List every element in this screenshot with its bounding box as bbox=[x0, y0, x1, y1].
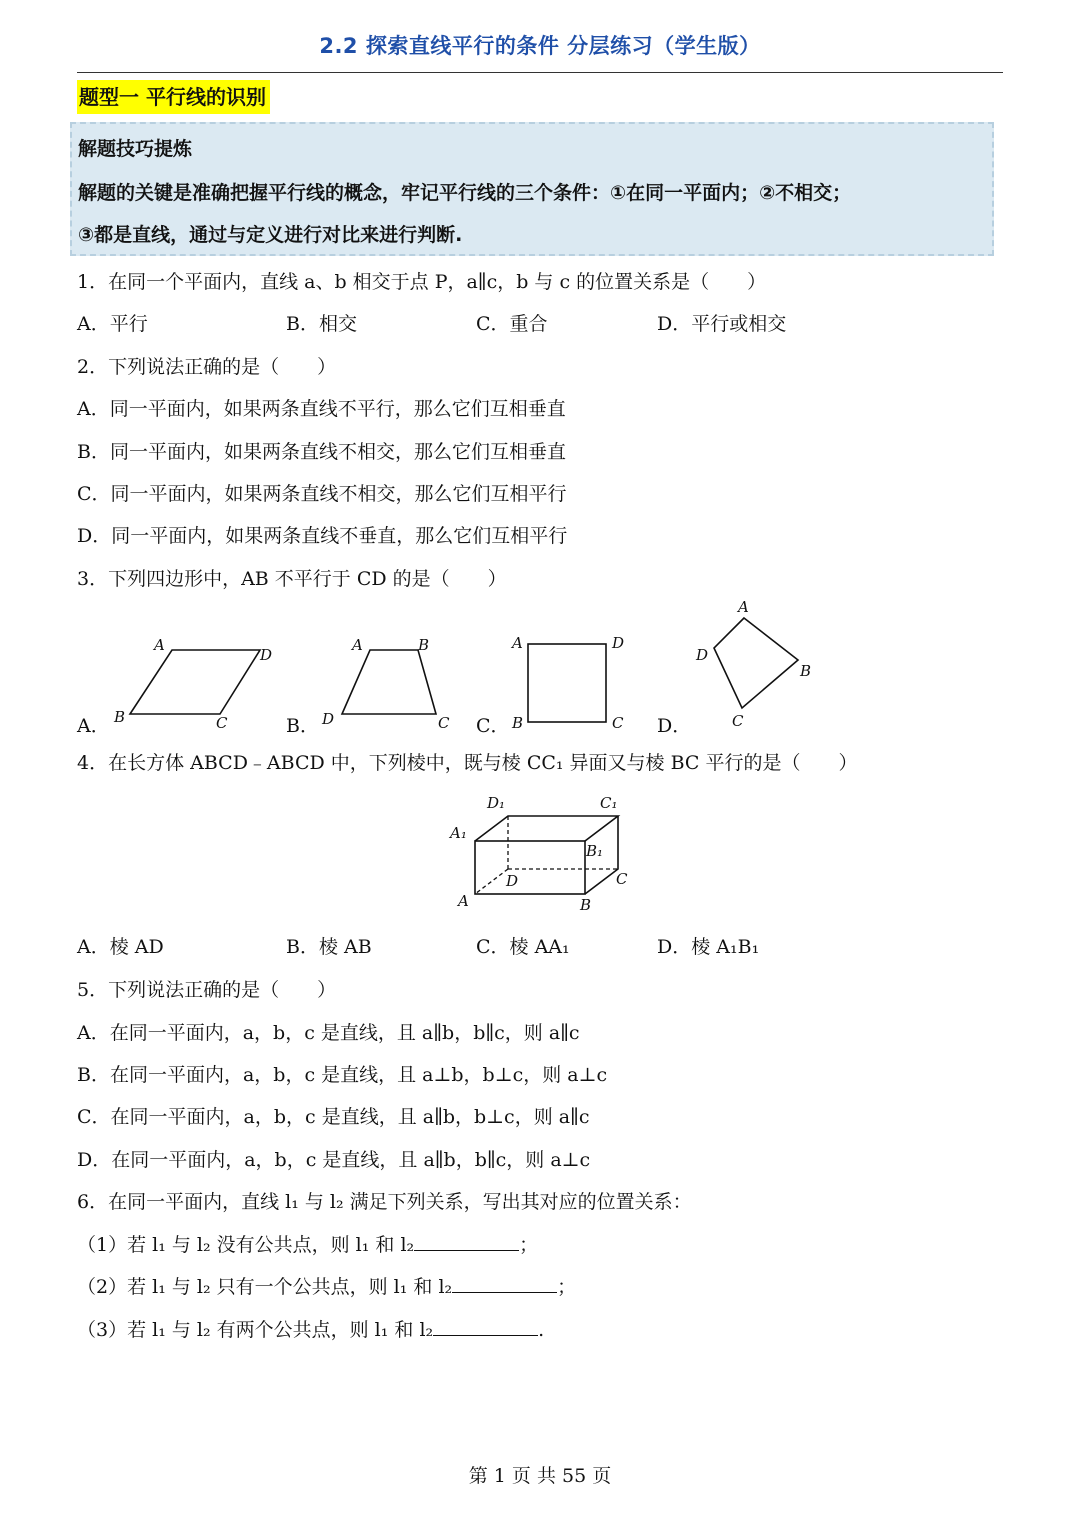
svg-text:C: C bbox=[732, 712, 744, 730]
svg-text:A: A bbox=[352, 636, 363, 654]
q6-part-1-end: ； bbox=[519, 1234, 539, 1256]
section-heading: 题型一 平行线的识别 bbox=[77, 80, 270, 114]
q4-option-d: D．棱 A₁B₁ bbox=[657, 936, 760, 958]
q6-part-2-text: （2）若 l₁ 与 l₂ 只有一个公共点，则 l₁ 和 l₂ bbox=[77, 1276, 453, 1298]
q4-option-c: C．棱 AA₁ bbox=[476, 936, 570, 958]
q6-part-2 bbox=[77, 1272, 576, 1299]
tips-heading: 解题技巧提炼 bbox=[78, 138, 193, 160]
q2-option-c: C．同一平面内，如果两条直线不相交，那么它们互相平行 bbox=[77, 483, 567, 505]
svg-text:B: B bbox=[580, 896, 592, 914]
q2-option-a: A．同一平面内，如果两条直线不平行，那么它们互相垂直 bbox=[77, 398, 566, 420]
q3-option-b-letter: B． bbox=[286, 715, 319, 737]
page-footer: 第 1 页 共 55 页 bbox=[468, 1465, 612, 1487]
svg-text:D₁: D₁ bbox=[487, 794, 506, 812]
q4-option-a: A．棱 AD bbox=[77, 936, 164, 958]
svg-text:C: C bbox=[612, 714, 624, 730]
svg-text:A: A bbox=[738, 598, 749, 616]
q6-answer-blank-1[interactable] bbox=[414, 1232, 519, 1251]
q1-option-d: D．平行或相交 bbox=[657, 313, 787, 335]
tips-line-1: 解题的关键是准确把握平行线的概念，牢记平行线的三个条件：①在同一平面内；②不相交； bbox=[78, 182, 852, 204]
q1-option-b: B．相交 bbox=[286, 313, 357, 335]
q5-option-d: D．在同一平面内，a，b，c 是直线，且 a∥b，b∥c，则 a⊥c bbox=[77, 1149, 591, 1171]
q4-option-b: B．棱 AB bbox=[286, 936, 372, 958]
q3-option-c-letter: C． bbox=[476, 715, 510, 737]
q6-stem: 6．在同一平面内，直线 l₁ 与 l₂ 满足下列关系，写出其对应的位置关系： bbox=[77, 1191, 692, 1213]
svg-text:D: D bbox=[322, 710, 335, 728]
q4-stem: 4．在长方体 ABCD﹣ABCD 中，下列棱中，既与棱 CC₁ 异面又与棱 BC 平行的是（ ） bbox=[77, 752, 858, 774]
svg-text:A₁: A₁ bbox=[450, 824, 467, 842]
q3-option-a-letter: A． bbox=[77, 715, 110, 737]
q2-option-b: B．同一平面内，如果两条直线不相交，那么它们互相垂直 bbox=[77, 441, 566, 463]
svg-text:C₁: C₁ bbox=[600, 794, 618, 812]
svg-text:D: D bbox=[506, 872, 519, 890]
q2-option-d: D．同一平面内，如果两条直线不垂直，那么它们互相平行 bbox=[77, 525, 568, 547]
tips-line-2: ③都是直线，通过与定义进行对比来进行判断. bbox=[78, 224, 463, 246]
svg-text:B: B bbox=[114, 708, 126, 726]
q5-option-a: A．在同一平面内，a，b，c 是直线，且 a∥b，b∥c，则 a∥c bbox=[77, 1022, 580, 1044]
q3-figure-d-quadrilateral bbox=[688, 596, 828, 732]
q6-answer-blank-3[interactable] bbox=[433, 1317, 538, 1336]
svg-text:A: A bbox=[512, 634, 523, 652]
q6-part-3-text: （3）若 l₁ 与 l₂ 有两个公共点，则 l₁ 和 l₂ bbox=[77, 1319, 434, 1341]
svg-text:A: A bbox=[154, 636, 165, 654]
svg-text:B: B bbox=[418, 636, 430, 654]
svg-text:C: C bbox=[216, 714, 228, 730]
q3-figure-c-square bbox=[508, 630, 638, 730]
svg-text:C: C bbox=[616, 870, 628, 888]
svg-text:B: B bbox=[512, 714, 524, 730]
page-title: 2.2 探索直线平行的条件 分层练习（学生版） bbox=[319, 34, 761, 58]
q4-figure-cuboid bbox=[440, 786, 640, 916]
q6-answer-blank-2[interactable] bbox=[452, 1274, 557, 1293]
header-rule bbox=[77, 72, 1003, 73]
q3-option-d-letter: D． bbox=[657, 715, 692, 737]
svg-text:D: D bbox=[260, 646, 273, 664]
q1-stem: 1．在同一个平面内，直线 a、b 相交于点 P，a∥c，b 与 c 的位置关系是（ ） bbox=[77, 271, 767, 293]
q6-part-3-end: . bbox=[538, 1319, 545, 1341]
svg-text:D: D bbox=[696, 646, 709, 664]
q3-figure-b-trapezoid bbox=[318, 630, 458, 730]
q6-part-1-text: （1）若 l₁ 与 l₂ 没有公共点，则 l₁ 和 l₂ bbox=[77, 1234, 415, 1256]
svg-text:B₁: B₁ bbox=[586, 842, 604, 860]
q1-option-a: A．平行 bbox=[77, 313, 148, 335]
q6-part-2-end: ； bbox=[557, 1276, 577, 1298]
q2-stem: 2．下列说法正确的是（ ） bbox=[77, 356, 337, 378]
q5-option-b: B．在同一平面内，a，b，c 是直线，且 a⊥b，b⊥c，则 a⊥c bbox=[77, 1064, 608, 1086]
q5-stem: 5．下列说法正确的是（ ） bbox=[77, 979, 337, 1001]
svg-text:D: D bbox=[612, 634, 625, 652]
q1-option-c: C．重合 bbox=[476, 313, 548, 335]
svg-text:B: B bbox=[800, 662, 812, 680]
q5-option-c: C．在同一平面内，a，b，c 是直线，且 a∥b，b⊥c，则 a∥c bbox=[77, 1106, 590, 1128]
svg-text:C: C bbox=[438, 714, 450, 730]
q6-part-3 bbox=[77, 1315, 544, 1342]
q3-figure-a-parallelogram bbox=[108, 630, 278, 730]
q6-part-1 bbox=[77, 1230, 538, 1257]
svg-text:A: A bbox=[458, 892, 469, 910]
q3-stem: 3．下列四边形中，AB 不平行于 CD 的是（ ） bbox=[77, 568, 507, 590]
